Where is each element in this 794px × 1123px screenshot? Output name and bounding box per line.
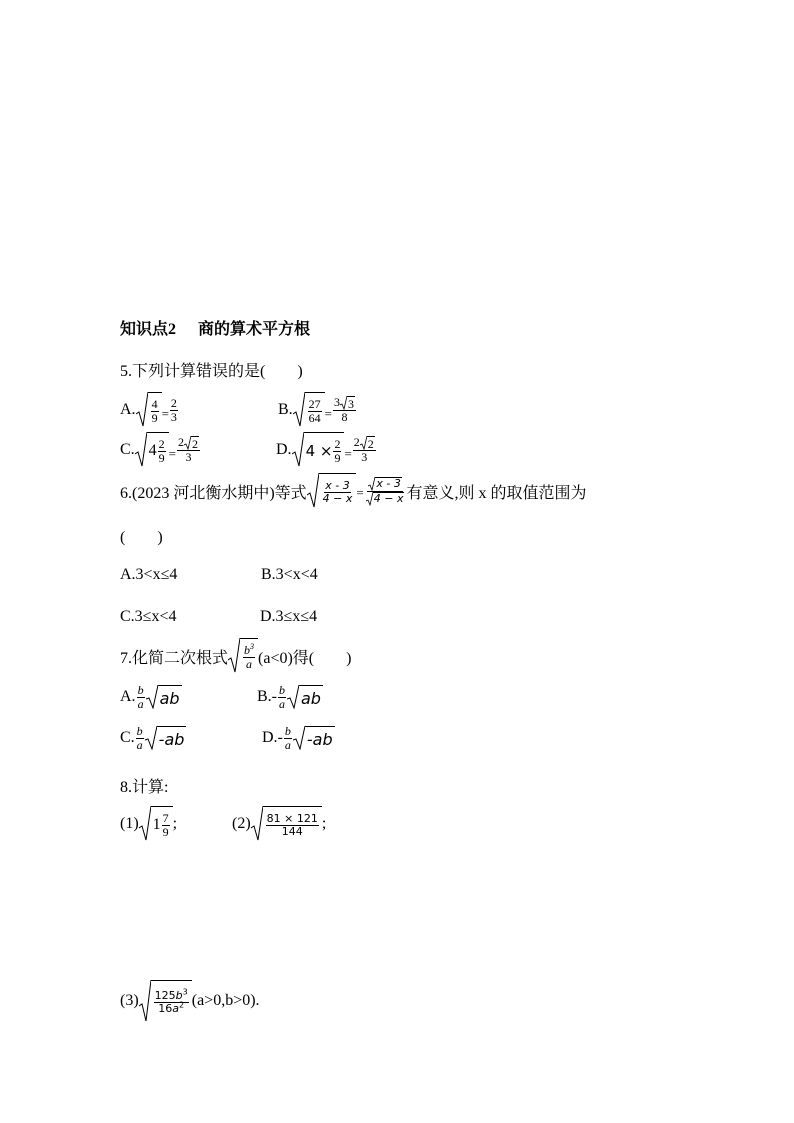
radical: 1 $\frac{7}{9}$ bbox=[139, 806, 173, 842]
q5-option-c bbox=[120, 432, 201, 468]
q5-option-a bbox=[120, 392, 179, 428]
option-label: A. bbox=[120, 401, 136, 418]
option-label: B. bbox=[278, 401, 293, 418]
q6-option-d: D.3≤x≤4 bbox=[260, 608, 318, 625]
fraction: 2 2 3 bbox=[353, 435, 374, 465]
radical bbox=[136, 392, 162, 428]
equals: = bbox=[324, 406, 333, 421]
q6-prefix: 6.(2023 河北衡水期中)等式 bbox=[120, 484, 307, 502]
equals: = bbox=[168, 446, 177, 461]
fraction: $\frac{2}{9}$ bbox=[158, 436, 165, 465]
q8-part-3: (3) $\frac{125b^3}{16a^2}$ (a>0,b>0). bbox=[120, 980, 260, 1022]
q5-stem-text: 5.下列计算错误的是( ) bbox=[120, 363, 303, 380]
q7-stem bbox=[120, 638, 351, 674]
q5-stem bbox=[120, 358, 303, 381]
radical: 4 $\frac{2}{9}$ bbox=[135, 432, 169, 468]
equals: = bbox=[344, 446, 352, 461]
q7-option-d: D.- $\frac{b}{a}$ -ab bbox=[262, 724, 333, 752]
section-title: 商的算术平方根 bbox=[198, 321, 311, 338]
q6-option-a: A.3<x≤4 bbox=[120, 566, 178, 583]
fraction: $\frac{b^3}{a}$ bbox=[244, 641, 255, 671]
q8-part-1: (1) 1 $\frac{7}{9}$ ; bbox=[120, 806, 177, 842]
fraction: 2 2 3 bbox=[178, 435, 199, 465]
equals: = bbox=[161, 406, 169, 421]
q7-option-a: A. $\frac{b}{a}$ ab bbox=[120, 683, 180, 711]
option-label: C. bbox=[120, 441, 135, 458]
radical bbox=[293, 392, 325, 428]
q6-option-b: B.3<x<4 bbox=[261, 566, 318, 583]
q8-stem: 8.计算: bbox=[120, 779, 169, 796]
radical bbox=[228, 638, 258, 674]
fraction: $\frac{x - 3}{4 - x}$ bbox=[322, 478, 353, 505]
q7-option-c: C. $\frac{b}{a}$ -ab bbox=[120, 724, 185, 752]
q8-part-2: (2) $\frac{81 \times 121}{144}$ ; bbox=[232, 806, 326, 842]
fraction: $\frac{2}{3}$ bbox=[170, 395, 177, 424]
fraction: $\frac{x - 3}{4 - x}$ bbox=[365, 477, 406, 506]
q6-option-c: C.3≤x<4 bbox=[120, 608, 177, 625]
fraction: $\frac{27}{64}$ bbox=[308, 396, 321, 425]
radical bbox=[307, 473, 357, 509]
q7-option-b: B.- $\frac{b}{a}$ ab bbox=[257, 683, 321, 711]
q6-suffix: 有意义,则 x 的取值范围为 bbox=[406, 484, 587, 502]
q7-suffix: (a<0)得( ) bbox=[258, 649, 352, 667]
equals: = bbox=[356, 485, 364, 500]
option-label: D. bbox=[276, 441, 292, 458]
section-number: 知识点2 bbox=[120, 321, 177, 338]
q6-stem bbox=[120, 473, 586, 509]
radical: 4 × $\frac{2}{9}$ bbox=[292, 432, 345, 468]
radical: $\frac{81 \times 121}{144}$ bbox=[251, 806, 322, 842]
radical: $\frac{125b^3}{16a^2}$ bbox=[139, 980, 192, 1022]
q6-paren: ( ) bbox=[120, 529, 163, 546]
fraction: 3 3 8 bbox=[334, 395, 355, 425]
q5-option-b bbox=[278, 392, 357, 428]
section-heading bbox=[120, 316, 310, 339]
q7-prefix: 7.化简二次根式 bbox=[120, 649, 229, 667]
fraction: $\frac{4}{9}$ bbox=[151, 396, 158, 425]
fraction: $\frac{2}{9}$ bbox=[334, 436, 341, 465]
q5-option-d bbox=[276, 432, 377, 468]
